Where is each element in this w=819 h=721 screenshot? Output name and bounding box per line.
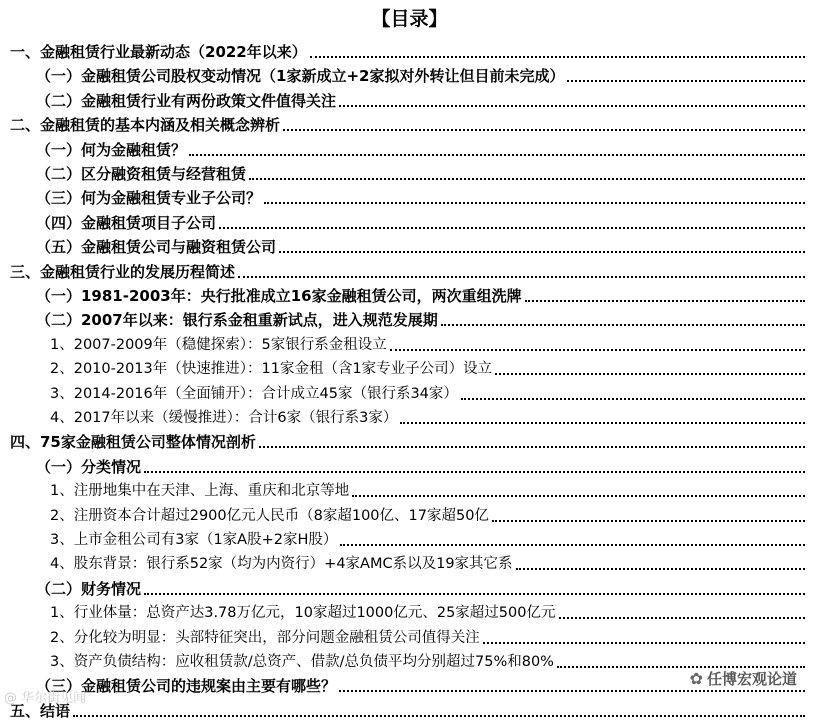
toc-entry-text: 3、资产负债结构：应收租赁款/总资产、借款/总负债平均分别超过75%和80% [50, 654, 554, 670]
toc-entry-level-1[interactable] [10, 258, 805, 282]
toc-dot-leader [441, 324, 805, 326]
toc-entry-text: 3、上市金租公司有3家（1家A股+2家H股） [50, 532, 338, 548]
toc-entry-level-2[interactable] [36, 136, 805, 160]
toc-entry-level-2[interactable] [36, 209, 805, 233]
toc-dot-leader [144, 593, 805, 595]
toc-dot-leader [238, 276, 805, 278]
toc-dot-leader [525, 300, 805, 302]
watermark-left: @ 华尔街见闻 [4, 691, 87, 706]
toc-dot-leader [390, 349, 805, 351]
toc-dot-leader [400, 422, 805, 424]
toc-entry-text: 四、75家金融租赁公司整体情况剖析 [10, 433, 256, 452]
toc-entry-level-2[interactable] [36, 87, 805, 111]
toc-entry-text: 三、金融租赁行业的发展历程简述 [10, 262, 236, 281]
toc-entry-text: （五）金融租赁公司与融资租赁公司 [36, 238, 277, 257]
toc-dot-leader [516, 568, 805, 570]
toc-dot-leader [492, 520, 805, 522]
toc-entry-text: 二、金融租赁的基本内涵及相关概念辨析 [10, 116, 281, 135]
toc-entry-level-2[interactable] [36, 306, 805, 330]
toc-dot-leader [461, 398, 805, 400]
toc-entry-text: 2、分化较为明显：头部特征突出，部分问题金融租赁公司值得关注 [50, 629, 480, 646]
toc-entry-text: 3、2014-2016年（全面铺开）：合计成立45家（银行系34家） [50, 385, 458, 402]
toc-dot-leader [144, 471, 805, 473]
toc-entry-level-3[interactable] [50, 331, 805, 355]
toc-dot-leader [352, 495, 805, 497]
toc-entry-level-3[interactable] [50, 599, 805, 623]
toc-entry-text: 1、行业体量：总资产达3.78万亿元，10家超过1000亿元、25家超过500亿元 [50, 605, 556, 622]
toc-entry-text: 一、金融租赁行业最新动态（2022年以来） [10, 43, 307, 61]
toc-dot-leader [259, 446, 805, 448]
toc-entry-text: （一）分类情况 [36, 457, 142, 476]
toc-dot-leader [559, 617, 806, 619]
toc-entry-text: （二）财务情况 [36, 579, 142, 598]
toc-dot-leader [483, 642, 805, 644]
toc-entry-level-3[interactable] [50, 355, 805, 379]
toc-entry-level-1[interactable] [10, 111, 805, 135]
toc-entry-text: （一）1981-2003年：央行批准成立16家金融租赁公司，两次重组洗牌 [36, 287, 522, 305]
toc-entry-text: 2、注册资本合计超过2900亿元人民币（8家超100亿、17家超50亿 [50, 507, 489, 524]
toc-entry-text: （二）2007年以来：银行系金租重新试点，进入规范发展期 [36, 311, 438, 330]
toc-entry-level-3[interactable] [50, 404, 805, 428]
toc-entry-level-3[interactable] [50, 624, 805, 648]
toc-dot-leader [279, 251, 805, 253]
toc-dot-leader [567, 80, 805, 82]
toc-dot-leader [219, 227, 805, 229]
toc-entry-text: 1、注册地集中在天津、上海、重庆和北京等地 [50, 483, 350, 500]
toc-dot-leader [310, 56, 805, 58]
toc-entry-text: （一）金融租赁公司股权变动情况（1家新成立+2家拟对外转让但目前未完成） [36, 67, 565, 86]
toc-entry-level-3[interactable] [50, 526, 805, 550]
toc-entry-level-3[interactable] [50, 380, 805, 404]
watermark-right-text: 任博宏观论道 [706, 670, 797, 688]
toc-entry-text: 4、股东背景：银行系52家（均为内资行）+4家AMC系以及19家其它系 [50, 556, 513, 573]
wechat-icon: ✿ [689, 669, 703, 688]
toc-entry-level-3[interactable] [50, 502, 805, 526]
toc-entry-level-2[interactable] [36, 62, 805, 86]
toc-entry-text: 4、2017年以来（缓慢推进）：合计6家（银行系3家） [50, 410, 398, 426]
watermark-right [690, 668, 797, 689]
toc-entry-text: 2、2010-2013年（快速推进）：11家金租（含1家专业子公司）设立 [50, 361, 493, 378]
toc-entry-text: （三）金融租赁公司的违规案由主要有哪些？ [36, 677, 337, 696]
toc-entry-level-1[interactable] [10, 697, 805, 721]
toc-dot-leader [249, 178, 805, 180]
toc-dot-leader [495, 373, 805, 375]
toc-dot-leader [189, 154, 805, 156]
toc-entry-level-2[interactable] [36, 233, 805, 257]
toc-dot-leader [283, 129, 805, 131]
toc-entry-level-3[interactable] [50, 477, 805, 501]
toc-entry-text: 五、结语 [10, 701, 71, 720]
toc-entry-text: （三）何为金融租赁专业子公司？ [36, 189, 262, 208]
toc-entry-text: （二）金融租赁行业有两份政策文件值得关注 [36, 91, 337, 110]
toc-entry-level-1[interactable] [10, 428, 805, 452]
toc-title: 【目录】 [371, 8, 448, 30]
toc-dot-leader [340, 544, 805, 546]
toc-entry-text: 1、2007-2009年（稳健探索）：5家银行系金租设立 [50, 336, 387, 353]
toc-entry-text: （四）金融租赁项目子公司 [36, 213, 217, 232]
toc-dot-leader [264, 202, 805, 204]
toc-dot-leader [339, 105, 805, 107]
toc-entry-level-2[interactable] [36, 184, 805, 208]
toc-dot-leader [73, 715, 805, 717]
toc-entry-level-2[interactable] [36, 282, 805, 306]
toc-entry-level-2[interactable] [36, 453, 805, 477]
toc-dot-leader [339, 690, 805, 692]
toc-entry-level-2[interactable] [36, 575, 805, 599]
toc-entry-text: （一）何为金融租赁？ [36, 140, 187, 159]
toc-entry-level-2[interactable] [36, 160, 805, 184]
toc-entry-level-1[interactable] [10, 38, 805, 62]
toc-entry-level-3[interactable] [50, 550, 805, 574]
toc-entry-text: （二）区分融资租赁与经营租赁 [36, 165, 247, 183]
